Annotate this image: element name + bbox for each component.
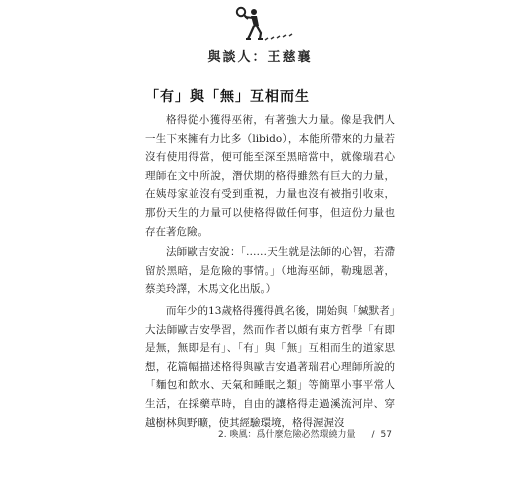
section-title: 「有」與「無」互相而生 — [145, 89, 310, 105]
page-footer — [218, 427, 392, 440]
paragraph: 格得從小獲得巫術，有著強大力量。像是我們人一生下來擁有力比多（libido），本能所帶來的力量若沒有使用得當，便可能至深至黑暗當中，就像瑞君心理師在文中所說，潛伏期的格得雖然有巨大的力量，在姨母家並沒有受到重視，力量也沒有被指引收束，那份天生的力量可以使格得做任何事，但這份力量也存在著危險。 — [145, 114, 395, 238]
paragraph: 而年少的13歲格得獲得眞名後，開始與「緘默者」大法師歐吉安學習，然而作者以頗有東方哲學「有即是無，無即是有」、「有」與「無」互相而生的道家思想，花篇幅描述格得與歐吉安過著瑞君心理師所說的「麵包和飲水、天氣和睡眠之類」等簡單小事平常人生活，在採藥草時，自由的讓格得走過溪流河岸、穿越樹林與野曠，使其經驗環境，格得渥渥沒 — [145, 304, 395, 429]
chapter-title: 2. 喚風：爲什麼危險必然環繞力量 — [218, 430, 356, 440]
paragraph: 法師歐吉安說：「……天生就是法師的心智，若滯留於黑暗，是危險的事情。」（地海巫師，勒瑰恩著，蔡美玲譯，木馬文化出版。） — [145, 246, 395, 296]
interviewee-line: 與談人：王慈襄 — [207, 50, 313, 65]
body-text — [145, 111, 395, 432]
figure-with-magnifier-logo — [223, 6, 297, 46]
footer-separator: / — [371, 430, 375, 440]
page-number: 57 — [380, 430, 392, 440]
